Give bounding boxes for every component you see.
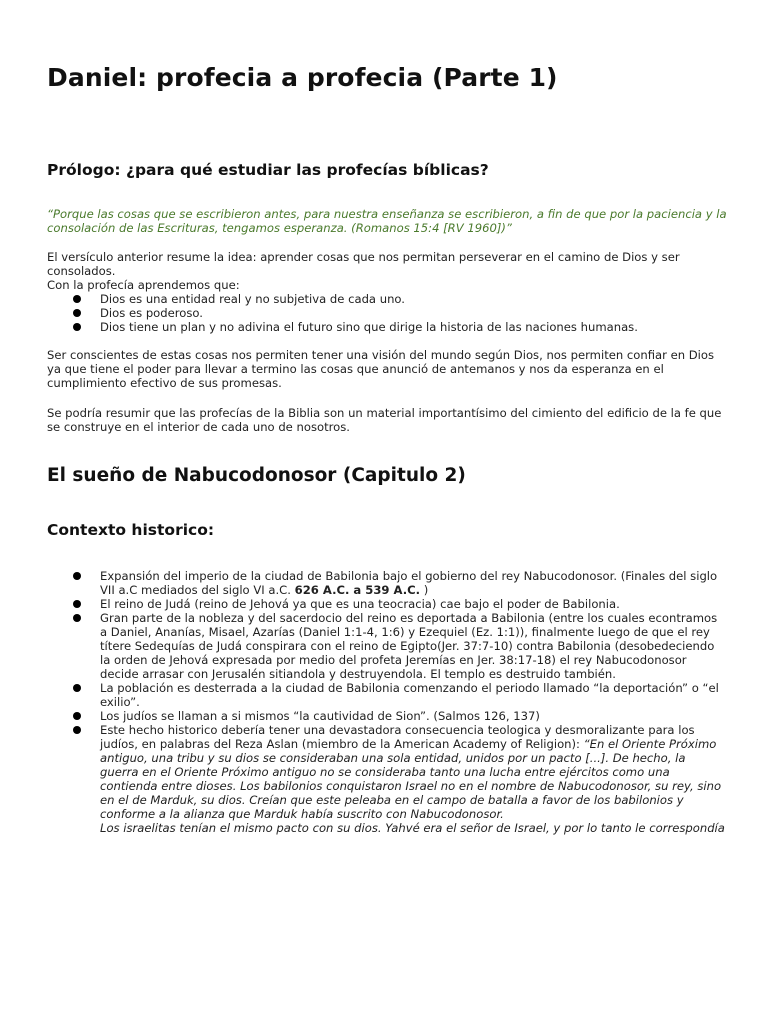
list-item-text: Gran parte de la nobleza y del sacerdocio del reino es deportada a Babilonia (entre los cuales econtramos a Daniel, Ananías, Misael, Azarías (Daniel 1:1-4, 1:6) y Ezequiel (Ez. 1:1)), finalmente luego de que el rey títere Sedequías de Judá conspirara con el reino de Egipto(Jer. 37:7-10) contra Babilonia (desobedeciendo la orden de Jehová expresada por medio del profeta Jeremías en Jer. 38:17-18) el rey Nabucodonosor decide arrasar con Jerusalén sitiandola y destruyendola. El templo es destruido también. — [100, 611, 718, 681]
date-range: 626 A.C. a 539 A.C. — [294, 583, 421, 597]
bullet-icon — [73, 726, 81, 734]
bullet-icon — [73, 684, 81, 692]
list-item-text: Los judíos se llaman a si mismos “la cautividad de Sion”. (Salmos 126, 137) — [100, 709, 540, 723]
bullet-icon — [73, 309, 81, 317]
list-item — [47, 611, 727, 681]
list-item-text-end: ) — [423, 583, 429, 597]
aslan-quote: “En el Oriente Próximo antiguo, una tribu y su dios se consideraban una sola entidad, unidos por un pacto [...]. De hecho, la guerra en el Oriente Próximo antiguo no se consideraba tanto una lucha entre ejércitos como una contienda entre dioses. Los babilonios conquistaron Israel no en el nombre de Nabucodonosor, su rey, sino en el de Marduk, su dios. Creían que este peleaba en el campo de batalla a favor de los babilonios y conforme a la alianza que Marduk había suscrito con Nabucodonosor. — [100, 737, 722, 821]
list-item — [47, 320, 727, 334]
bullet-icon — [73, 600, 81, 608]
list-item-text: El reino de Judá (reino de Jehová ya que es una teocracia) cae bajo el poder de Babilonia. — [100, 597, 620, 611]
prologue-quote: “Porque las cosas que se escribieron antes, para nuestra enseñanza se escribieron, a fin de que por la paciencia y la consolación de las Escrituras, tengamos esperanza. (Romanos 15:4 [RV 1960])” — [47, 207, 727, 235]
list-item — [47, 723, 727, 835]
list-item-text: Este hecho historico debería tener una devastadora consecuencia teologica y desmoralizante para los judíos, en palabras del Reza Aslan (miembro de la American Academy of Religion): — [100, 723, 695, 751]
bullet-icon — [73, 712, 81, 720]
list-item-text: Dios es una entidad real y no subjetiva de cada uno. — [100, 292, 405, 306]
list-item-text: Dios tiene un plan y no adivina el futuro sino que dirige la historia de las naciones humanas. — [100, 320, 638, 334]
prologue-heading: Prólogo: ¿para qué estudiar las profecías bíblicas? — [47, 161, 489, 179]
prologue-paragraph-3: Se podría resumir que las profecías de la Biblia son un material importantísimo del cimiento del edificio de la fe que se construye en el interior de cada uno de nosotros. — [47, 406, 722, 434]
list-item-text: Dios es poderoso. — [100, 306, 203, 320]
bullet-icon — [73, 295, 81, 303]
bullet-icon — [73, 572, 81, 580]
bullet-icon — [73, 323, 81, 331]
list-item — [47, 569, 727, 597]
list-item — [47, 292, 727, 306]
list-item-text: Expansión del imperio de la ciudad de Babilonia bajo el gobierno del rey Nabucodonosor. (Finales del siglo VII a.C mediados del siglo VI a.C. — [100, 569, 718, 597]
list-item-text: La población es desterrada a la ciudad de Babilonia comenzando el periodo llamado “la deportación” o “el exilio”. — [100, 681, 719, 709]
list-item — [47, 709, 727, 723]
prologue-paragraph-1-line-2: Con la profecía aprendemos que: — [47, 278, 240, 292]
context-heading: Contexto historico: — [47, 521, 215, 539]
bullet-icon — [73, 614, 81, 622]
list-item — [47, 681, 727, 709]
prologue-paragraph-1 — [47, 250, 727, 292]
context-bullet-list — [47, 569, 727, 835]
list-item — [47, 597, 727, 611]
page-title: Daniel: profecia a profecia (Parte 1) — [47, 63, 558, 92]
prologue-paragraph-2: Ser conscientes de estas cosas nos permiten tener una visión del mundo según Dios, nos permiten confiar en Dios ya que tiene el poder para llevar a termino las cosas que anunció de antemanos y nos da esperanza en el cumplimiento efectivo de sus promesas. — [47, 348, 715, 390]
prologue-paragraph-1-line-1: El versículo anterior resume la idea: aprender cosas que nos permitan perseverar en el camino de Dios y ser consolados. — [47, 250, 680, 278]
dream-section-heading: El sueño de Nabucodonosor (Capitulo 2) — [47, 465, 466, 486]
aslan-quote-continued: Los israelitas tenían el mismo pacto con su dios. Yahvé era el señor de Israel, y por lo tanto le correspondía — [100, 821, 725, 835]
prologue-bullet-list — [47, 292, 727, 334]
list-item — [47, 306, 727, 320]
